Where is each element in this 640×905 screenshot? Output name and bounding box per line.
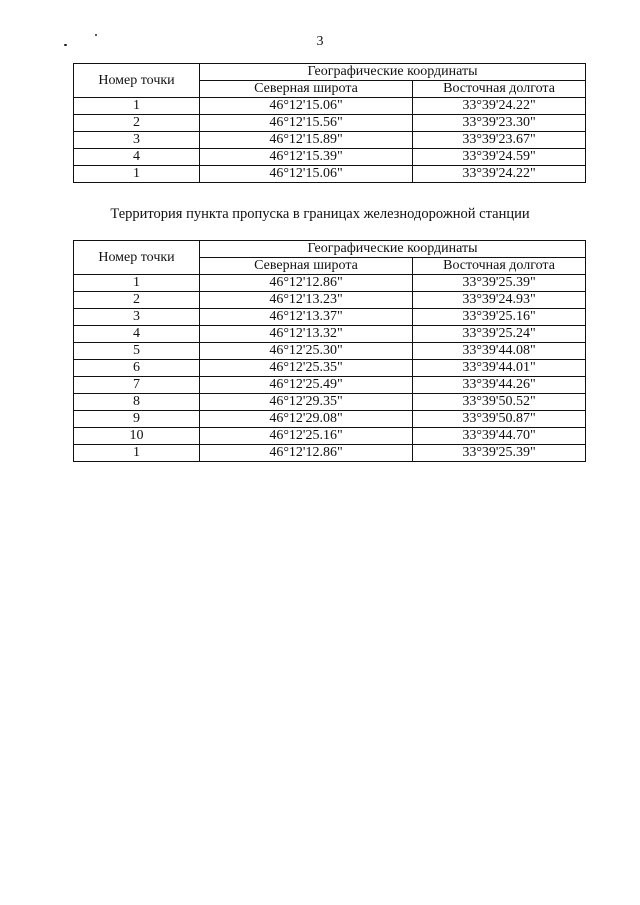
east-lon-cell: 33°39'25.39" — [413, 445, 586, 462]
coordinates-table-2 — [73, 240, 586, 462]
header-geo-coords: Географические координаты — [200, 64, 586, 81]
table-row — [74, 98, 586, 115]
page-number: 3 — [316, 34, 324, 49]
point-number-cell: 2 — [74, 292, 200, 309]
east-lon-cell: 33°39'25.24" — [413, 326, 586, 343]
point-number-cell: 4 — [74, 149, 200, 166]
north-lat-cell: 46°12'15.39" — [200, 149, 413, 166]
header-point-number: Номер точки — [74, 64, 200, 98]
header-geo-coords: Географические координаты — [200, 241, 586, 258]
north-lat-cell: 46°12'12.86" — [200, 445, 413, 462]
north-lat-cell: 46°12'13.37" — [200, 309, 413, 326]
north-lat-cell: 46°12'25.35" — [200, 360, 413, 377]
east-lon-cell: 33°39'25.16" — [413, 309, 586, 326]
point-number-cell: 1 — [74, 166, 200, 183]
point-number-cell: 1 — [74, 275, 200, 292]
east-lon-cell: 33°39'23.30" — [413, 115, 586, 132]
east-lon-cell: 33°39'23.67" — [413, 132, 586, 149]
coordinates-table-1 — [73, 63, 586, 183]
table-row — [74, 149, 586, 166]
section-heading: Территория пункта пропуска в границах железнодорожной станции — [110, 206, 530, 222]
table-row — [74, 326, 586, 343]
point-number-cell: 9 — [74, 411, 200, 428]
point-number-cell: 3 — [74, 132, 200, 149]
table-row — [74, 343, 586, 360]
point-number-cell: 7 — [74, 377, 200, 394]
point-number-cell: 1 — [74, 445, 200, 462]
table-row — [74, 445, 586, 462]
north-lat-cell: 46°12'29.35" — [200, 394, 413, 411]
table-row — [74, 309, 586, 326]
north-lat-cell: 46°12'25.49" — [200, 377, 413, 394]
header-east-lon: Восточная долгота — [413, 258, 586, 275]
table-row — [74, 292, 586, 309]
north-lat-cell: 46°12'12.86" — [200, 275, 413, 292]
point-number-cell: 5 — [74, 343, 200, 360]
east-lon-cell: 33°39'44.01" — [413, 360, 586, 377]
point-number-cell: 1 — [74, 98, 200, 115]
north-lat-cell: 46°12'29.08" — [200, 411, 413, 428]
east-lon-cell: 33°39'24.93" — [413, 292, 586, 309]
east-lon-cell: 33°39'25.39" — [413, 275, 586, 292]
point-number-cell: 4 — [74, 326, 200, 343]
east-lon-cell: 33°39'50.87" — [413, 411, 586, 428]
point-number-cell: 8 — [74, 394, 200, 411]
east-lon-cell: 33°39'24.22" — [413, 166, 586, 183]
header-north-lat: Северная широта — [200, 258, 413, 275]
table-1-body — [74, 98, 586, 183]
table-row — [74, 132, 586, 149]
point-number-cell: 3 — [74, 309, 200, 326]
table-row — [74, 394, 586, 411]
north-lat-cell: 46°12'15.06" — [200, 166, 413, 183]
north-lat-cell: 46°12'13.32" — [200, 326, 413, 343]
north-lat-cell: 46°12'15.89" — [200, 132, 413, 149]
header-east-lon: Восточная долгота — [413, 81, 586, 98]
table-row — [74, 166, 586, 183]
north-lat-cell: 46°12'13.23" — [200, 292, 413, 309]
table-row — [74, 377, 586, 394]
east-lon-cell: 33°39'50.52" — [413, 394, 586, 411]
table-row — [74, 360, 586, 377]
north-lat-cell: 46°12'25.16" — [200, 428, 413, 445]
north-lat-cell: 46°12'25.30" — [200, 343, 413, 360]
table-row — [74, 411, 586, 428]
east-lon-cell: 33°39'24.22" — [413, 98, 586, 115]
east-lon-cell: 33°39'44.26" — [413, 377, 586, 394]
header-north-lat: Северная широта — [200, 81, 413, 98]
north-lat-cell: 46°12'15.56" — [200, 115, 413, 132]
east-lon-cell: 33°39'24.59" — [413, 149, 586, 166]
table-2-body — [74, 275, 586, 462]
point-number-cell: 10 — [74, 428, 200, 445]
point-number-cell: 6 — [74, 360, 200, 377]
table-row — [74, 428, 586, 445]
point-number-cell: 2 — [74, 115, 200, 132]
east-lon-cell: 33°39'44.70" — [413, 428, 586, 445]
east-lon-cell: 33°39'44.08" — [413, 343, 586, 360]
header-point-number: Номер точки — [74, 241, 200, 275]
table-row — [74, 275, 586, 292]
table-row — [74, 115, 586, 132]
north-lat-cell: 46°12'15.06" — [200, 98, 413, 115]
